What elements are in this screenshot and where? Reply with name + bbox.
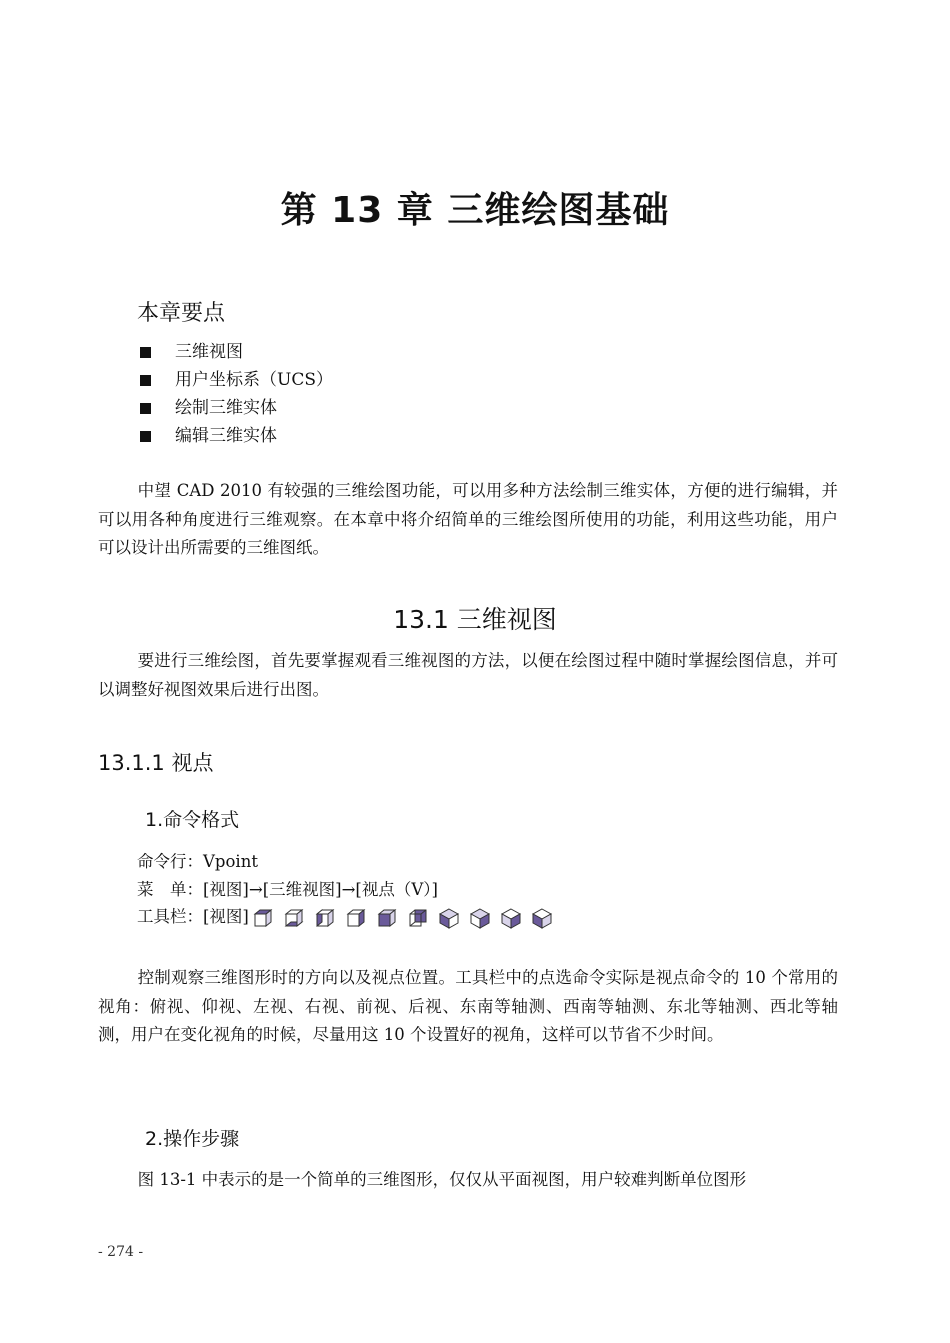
- front-view-icon: [375, 907, 399, 929]
- list-item: 编辑三维实体: [140, 422, 333, 450]
- list-item: 三维视图: [140, 338, 333, 366]
- back-view-icon: [406, 907, 430, 929]
- operation-steps-heading: 2.操作步骤: [145, 1128, 240, 1150]
- page-number: - 274 -: [98, 1244, 144, 1260]
- section-title: 13.1 三维视图: [393, 605, 557, 634]
- right-view-icon: [344, 907, 368, 929]
- nw-iso-icon: [530, 907, 554, 929]
- bullet-icon: [140, 347, 151, 358]
- command-line: 命令行：Vpoint: [137, 852, 258, 871]
- sw-iso-icon: [437, 907, 461, 929]
- top-view-icon: [251, 907, 275, 929]
- intro-paragraph: 中望 CAD 2010 有较强的三维绘图功能，可以用多种方法绘制三维实体，方便的进行编辑，并可以用各种角度进行三维观察。在本章中将介绍简单的三维绘图所使用的功能，利用这些功能，用户可以设计出所需要的三维图纸。: [98, 481, 838, 557]
- bottom-view-icon: [282, 907, 306, 929]
- se-iso-icon: [468, 907, 492, 929]
- left-view-icon: [313, 907, 337, 929]
- bullet-icon: [140, 403, 151, 414]
- menu-line: 菜 单：[视图]→[三维视图]→[视点（V）]: [137, 880, 438, 899]
- viewpoint-description: 控制观察三维图形时的方向以及视点位置。工具栏中的点选命令实际是视点命令的 10 个常用的视角：俯视、仰视、左视、右视、前视、后视、东南等轴测、西南等轴测、东北等轴测、西北等轴测，用户在变化视角的时候，尽量用这 10 个设置好的视角，这样可以节省不少时间。: [98, 968, 838, 1044]
- section-paragraph: 要进行三维绘图，首先要掌握观看三维视图的方法，以便在绘图过程中随时掌握绘图信息，并可以调整好视图效果后进行出图。: [98, 651, 838, 699]
- subsection-title: 13.1.1 视点: [98, 751, 214, 775]
- list-item: 用户坐标系（UCS）: [140, 366, 333, 394]
- bullet-icon: [140, 375, 151, 386]
- list-item: 绘制三维实体: [140, 394, 333, 422]
- key-points-list: [140, 338, 333, 450]
- view-toolbar: [251, 907, 554, 929]
- steps-paragraph: 图 13-1 中表示的是一个简单的三维图形，仅仅从平面视图，用户较难判断单位图形: [137, 1170, 747, 1189]
- key-points-heading: 本章要点: [137, 301, 226, 326]
- ne-iso-icon: [499, 907, 523, 929]
- command-format-heading: 1.命令格式: [145, 809, 240, 831]
- toolbar-line: 工具栏：[视图]: [137, 903, 554, 931]
- bullet-icon: [140, 431, 151, 442]
- chapter-title: 第 13 章 三维绘图基础: [280, 190, 670, 231]
